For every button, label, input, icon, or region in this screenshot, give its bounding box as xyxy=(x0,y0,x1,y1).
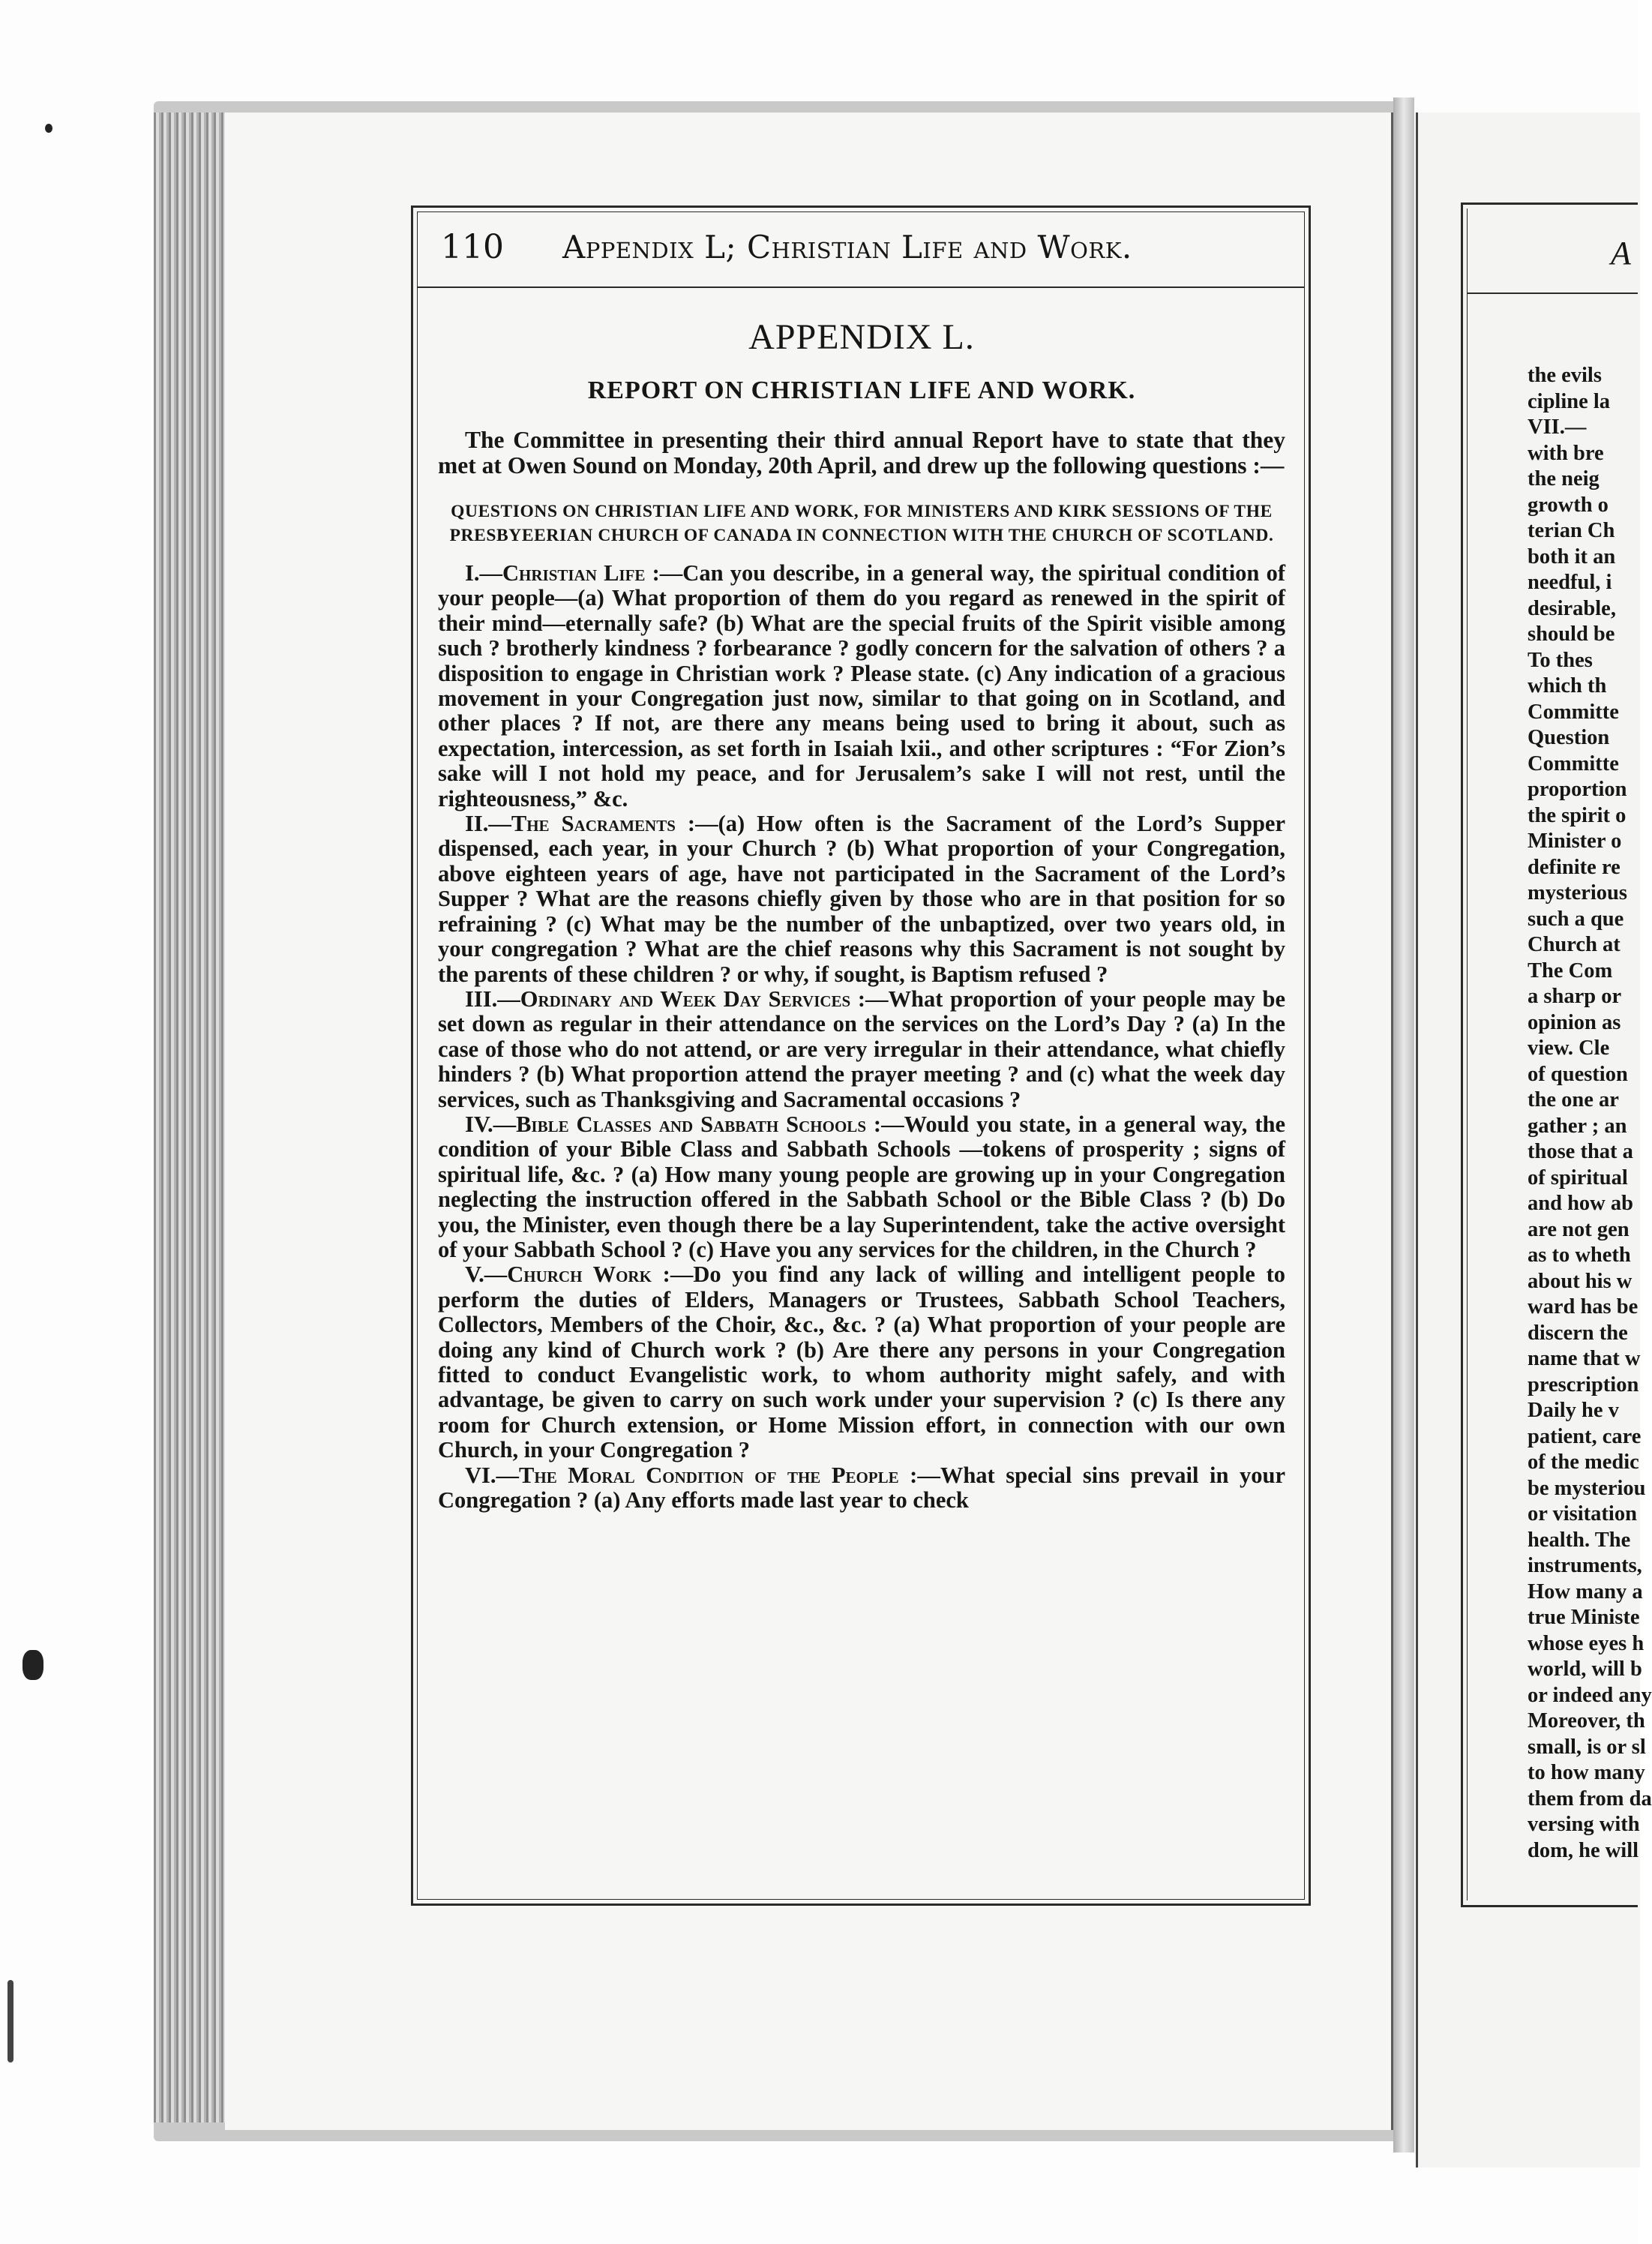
right-page-frame-top xyxy=(1461,202,1638,205)
right-page-line: definite re xyxy=(1528,855,1621,879)
right-page-line: ward has be xyxy=(1528,1295,1639,1318)
section-text: :—What proportion of your people may be set down as regular in their attendance on the services on the Lord’s Day ? (a) In the case of those who do not attend, or are very irregular in their attendance, what chiefly hinders ? (b) What proportion attend the prayer meeting ? and (c) what the week day services, such as Thanksgiving and Sacramental occasions ? xyxy=(438,986,1285,1112)
section-services xyxy=(438,987,1285,1112)
right-page-line: both it an xyxy=(1528,544,1616,568)
right-page-frame-bottom xyxy=(1461,1905,1638,1907)
right-page-line: Committe xyxy=(1528,752,1619,776)
right-page-line: be mysteriou xyxy=(1528,1476,1646,1500)
right-page-line: whose eyes h xyxy=(1528,1631,1645,1655)
right-page-line: true Ministe xyxy=(1528,1606,1640,1629)
section-text: :—What special sins prevail in your Congregation ? (a) Any efforts made last year to check xyxy=(438,1462,1285,1514)
right-page-line: Question xyxy=(1528,726,1610,749)
right-page-line: Moreover, th xyxy=(1528,1709,1645,1732)
right-page-line: of spiritual xyxy=(1528,1166,1628,1190)
right-page-line: terian Ch xyxy=(1528,519,1615,542)
section-label: I.—Christian Life xyxy=(465,560,646,586)
appendix-title: APPENDIX L. xyxy=(748,317,975,357)
right-page-line: which th xyxy=(1528,674,1607,698)
right-page-line: the neig xyxy=(1528,467,1600,490)
section-church-work xyxy=(438,1262,1285,1462)
right-page-line: Minister o xyxy=(1528,830,1622,853)
right-page-line: a sharp or xyxy=(1528,985,1622,1008)
header-rule xyxy=(417,286,1305,288)
right-page-line: growth o xyxy=(1528,493,1609,517)
right-page-line: about his w xyxy=(1528,1269,1633,1293)
right-page-line: VII.— xyxy=(1528,416,1587,439)
page-number: 110 xyxy=(441,228,504,266)
right-page-line: How many a xyxy=(1528,1580,1643,1604)
right-page-line: or indeed any xyxy=(1528,1683,1652,1707)
right-page-line: of the medic xyxy=(1528,1450,1639,1474)
page-body xyxy=(438,315,1285,1513)
right-page-line: or visitation xyxy=(1528,1502,1637,1526)
right-page-line: them from da xyxy=(1528,1786,1652,1810)
report-title: REPORT ON CHRISTIAN LIFE AND WORK. xyxy=(587,376,1136,404)
scan-speck xyxy=(7,1980,13,2062)
right-page-text xyxy=(1528,363,1652,1864)
right-page-line: health. The xyxy=(1528,1528,1631,1552)
section-text: :—Would you state, in a general way, the condition of your Bible Class and Sabbath Schools —tokens of prosperity ; signs of spiritual life, &c. ? (a) How many young people are growing up in your Congregation neglecting the instruction offered in the Sabbath School or the Bible Class ? (b) Do you, the Minister, even though there be a lay Superintendent, take the active oversight of your Sabbath School ? (c) Have you any services for the children, in the Church ? xyxy=(438,1111,1285,1262)
right-page-running-head: A xyxy=(1611,235,1631,272)
section-sacraments xyxy=(438,812,1285,987)
right-page-line: small, is or sl xyxy=(1528,1735,1646,1759)
right-page-line: should be xyxy=(1528,622,1615,646)
book-gutter xyxy=(1393,98,1414,2152)
right-page-line: dom, he will xyxy=(1528,1838,1639,1862)
section-text: :—Can you describe, in a general way, the spiritual condition of your people—(a) What proportion of them do you regard as renewed in the spirit of their mind—eternally safe? (b) What are the special fruits of the Spirit visible among such ? brotherly kindness ? forbearance ? godly concern for the salvation of others ? a disposition to engage in Christian work ? Please state. (c) Any indication of a gracious movement in your Congregation just now, similar to that going on in Scotland, and other places ? If not, are there any means being used to bring it about, such as expectation, intercession, as set forth in Isaiah lxii., and other scriptures : “For Zion’s sake will I not hold my peace, and for Jerusalem’s sake I will not rest, until the righteousness,” &c. xyxy=(438,560,1286,812)
scan-speck xyxy=(22,1650,43,1680)
right-page-line: as to wheth xyxy=(1528,1244,1631,1267)
right-page-line: to how many xyxy=(1528,1761,1645,1784)
intro-paragraph: The Committee in presenting their third annual Report have to state that they met at Owen Sound on Monday, 20th April, and drew up the following questions :— xyxy=(438,427,1285,478)
right-page-line: and how ab xyxy=(1528,1192,1633,1215)
right-page-line: proportion xyxy=(1528,778,1627,801)
right-page-line: world, will b xyxy=(1528,1658,1642,1681)
scan-speck xyxy=(45,124,52,133)
right-page-line: gather ; an xyxy=(1528,1114,1627,1138)
right-page-line: view. Cle xyxy=(1528,1036,1610,1060)
section-christian-life xyxy=(438,561,1285,812)
right-page-line: patient, care xyxy=(1528,1424,1642,1448)
right-page-header-rule xyxy=(1467,292,1638,294)
right-page-line: desirable, xyxy=(1528,596,1616,620)
section-bible-classes xyxy=(438,1112,1285,1262)
section-label: VI.—The Moral Condition of the People xyxy=(465,1462,899,1488)
right-page-line: the one ar xyxy=(1528,1088,1619,1112)
right-page-line: To thes xyxy=(1528,648,1593,672)
section-label: II.—The Sacraments xyxy=(465,811,676,837)
section-text: :—Do you find any lack of willing and intelligent people to perform the duties of Elders, Managers or Trustees, Sabbath School Teachers, Collectors, Members of the Choir, &c., &c. ? (a) What proportion of your people are doing any kind of Church work ? (b) Are there any persons in your Congregation fitted to conduct Evangelistic work, to whom authority might safely, and with advantage, be given to carry on such work under your supervision ? (c) Is there any room for Church extension, or Home Mission effort, in connection with our own Church, in your Congregation ? xyxy=(438,1262,1285,1463)
right-page-line: are not gen xyxy=(1528,1217,1630,1241)
section-text: :—(a) How often is the Sacrament of the Lord’s Supper dispensed, each year, in your Church ? (b) What proportion of your Congregation, above eighteen years of age, have not participated in the Sacrament of the Lord’s Supper ? What are the reasons chiefly given by those who are in that position for so refraining ? (c) What may be the number of the unbaptized, over two years old, in your congregation ? What are the chief reasons why this Sacrament is not sought by the parents of these children ? or why, if sought, is Baptism refused ? xyxy=(438,811,1285,987)
right-page-line: needful, i xyxy=(1528,571,1612,594)
right-page-line: Committe xyxy=(1528,700,1619,724)
right-page-line: prescription xyxy=(1528,1372,1639,1396)
right-page-line: cipline la xyxy=(1528,389,1611,413)
right-page-line: with bre xyxy=(1528,441,1604,465)
right-page-frame-left xyxy=(1461,202,1463,1906)
right-page-line: opinion as xyxy=(1528,1010,1621,1034)
right-page-line: discern the xyxy=(1528,1321,1628,1345)
right-page-line: versing with xyxy=(1528,1813,1640,1836)
section-label: III.—Ordinary and Week Day Services xyxy=(465,986,851,1012)
section-label: IV.—Bible Classes and Sabbath Schools xyxy=(465,1111,866,1137)
right-page-line: The Com xyxy=(1528,958,1613,982)
right-page-line: such a que xyxy=(1528,907,1624,931)
right-page-line: of question xyxy=(1528,1062,1628,1086)
right-page-line: mysterious xyxy=(1528,881,1627,904)
right-page-line: instruments, xyxy=(1528,1554,1642,1577)
right-page-frame-left-inner xyxy=(1467,208,1468,1900)
questions-heading: QUESTIONS ON CHRISTIAN LIFE AND WORK, FOR MINISTERS AND KIRK SESSIONS OF THE PRESBYEERIAN CHURCH OF CANADA IN CONNECTION WITH THE CHURCH OF SCOTLAND. xyxy=(449,502,1274,545)
right-page-line: those that a xyxy=(1528,1140,1633,1163)
right-page-line: name that w xyxy=(1528,1347,1641,1370)
right-page-line: Church at xyxy=(1528,933,1621,956)
right-page-line: the spirit o xyxy=(1528,803,1627,827)
section-label: V.—Church Work xyxy=(465,1262,652,1288)
right-page-line: Daily he v xyxy=(1528,1399,1619,1422)
page-edges xyxy=(154,112,229,2122)
running-head: Appendix L; Christian Life and Work. xyxy=(562,229,1132,266)
section-moral-condition xyxy=(438,1463,1285,1514)
right-page-line: the evils xyxy=(1528,364,1602,387)
